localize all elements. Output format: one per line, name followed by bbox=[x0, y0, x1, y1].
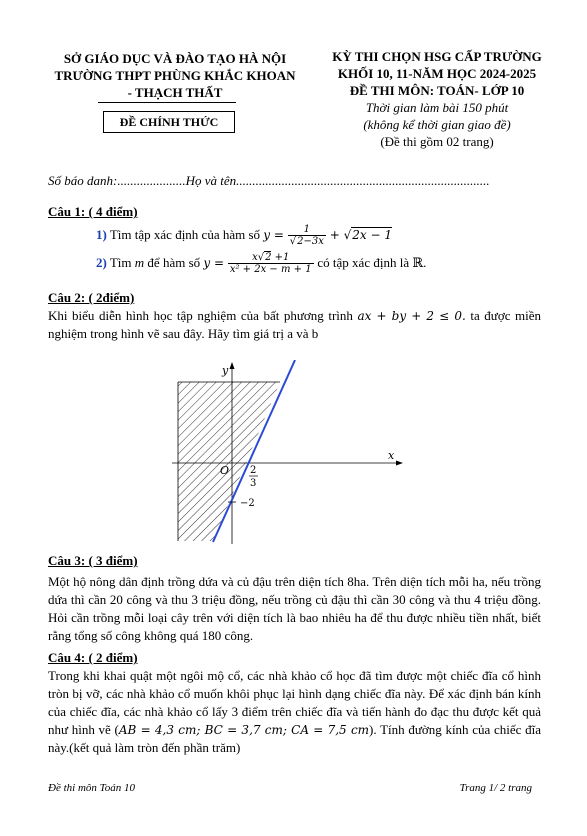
solution-region-graph bbox=[170, 360, 410, 545]
exam-title: KỲ THI CHỌN HSG CẤP TRƯỜNG bbox=[332, 49, 542, 64]
origin-label: O bbox=[220, 464, 230, 477]
y-axis-label: y bbox=[222, 364, 229, 377]
header-right bbox=[310, 48, 564, 150]
question-1-title: Câu 1: ( 4 điểm) bbox=[48, 204, 138, 219]
item-2-post: có tập xác định là ℝ. bbox=[317, 255, 427, 270]
header-divider bbox=[98, 102, 236, 103]
solution-region bbox=[178, 382, 280, 541]
school-name: TRƯỜNG THPT PHÙNG KHẮC KHOAN bbox=[54, 68, 296, 83]
department-name: SỞ GIÁO DỤC VÀ ĐÀO TẠO HÀ NỘI bbox=[63, 51, 287, 66]
header-left bbox=[40, 50, 310, 101]
footer-right: Trang 1/ 2 trang bbox=[459, 782, 532, 794]
question-4-text-b: ). Tính đường kính của chiếc đĩa này.(kết quả làm tròn đến phần trăm) bbox=[48, 722, 541, 755]
question-2-inequality: ax + by + 2 ≤ 0. bbox=[357, 309, 466, 323]
official-exam-box: ĐỀ CHÍNH THỨC bbox=[103, 111, 235, 133]
exam-grade-year: KHỐI 10, 11-NĂM HỌC 2024-2025 bbox=[337, 66, 537, 81]
footer-left: Đề thi môn Toán 10 bbox=[48, 782, 135, 794]
question-2-text-a: Khi biểu diễn hình học tập nghiệm của bất phương trình bbox=[48, 308, 353, 323]
question-3-text: Một hộ nông dân định trồng dứa và củ đậu trên diện tích 8ha. Trên diện tích mỗi ha, nếu trồng dứa thì cần 20 công và thu 3 triệu đồng, nếu trồng củ đậu thì cần 30 công và thu 4 triệu đồng. Hỏi cần trồng mỗi loại cây trên với diện tích là bao nhiêu ha để thu được nhiều tiền nhất, biết rằng tổng số công không quá 180 công. bbox=[48, 574, 541, 643]
exam-duration-note: (không kể thời gian giao đề) bbox=[363, 117, 511, 132]
question-2-title: Câu 2: ( 2điểm) bbox=[48, 290, 135, 305]
item-2-mid: để hàm số bbox=[147, 255, 201, 270]
item-2-var: m bbox=[134, 255, 145, 270]
x-tick-numerator: 2 bbox=[250, 465, 257, 476]
y-axis-arrow bbox=[230, 362, 235, 369]
question-1-item-1 bbox=[96, 224, 392, 247]
y-tick-label: −2 bbox=[240, 498, 255, 509]
x-tick-denominator: 3 bbox=[250, 478, 257, 489]
school-location: - THẠCH THẤT bbox=[127, 85, 223, 100]
exam-page-count: (Đề thi gồm 02 trang) bbox=[380, 134, 494, 149]
item-2-pre: Tìm bbox=[109, 255, 132, 270]
item-2-number: 2) bbox=[96, 255, 107, 270]
function-formula-1: y = $\frac{1}{√2-3x}$ + √2x − 1 bbox=[263, 224, 392, 247]
question-1-item-2 bbox=[96, 252, 426, 275]
function-formula-2: y = $\frac{x√2 +1}{\text{x² + 2x − m + 1}}$ bbox=[203, 252, 312, 275]
question-4-title: Câu 4: ( 2 điểm) bbox=[48, 650, 138, 665]
question-3-title: Câu 3: ( 3 điểm) bbox=[48, 553, 138, 568]
x-axis-label: x bbox=[388, 449, 395, 462]
x-axis-arrow bbox=[396, 461, 403, 466]
exam-duration: Thời gian làm bài 150 phút bbox=[365, 100, 509, 115]
item-1-text: Tìm tập xác định của hàm số bbox=[109, 227, 261, 242]
question-4-text bbox=[48, 667, 541, 757]
question-2-text-b: ta được miền nghiệm trong hình vẽ sau đây. Hãy tìm giá trị a và b bbox=[48, 308, 542, 341]
exam-subject: ĐỀ THI MÔN: TOÁN- LỚP 10 bbox=[349, 83, 525, 98]
question-2-text bbox=[48, 307, 541, 343]
candidate-info-line: Số báo danh:.....................Họ và tên.............................................................................. bbox=[48, 173, 490, 188]
question-4-measures: AB = 4,3 cm; BC = 3,7 cm; CA = 7,5 cm bbox=[118, 723, 370, 737]
item-1-number: 1) bbox=[96, 227, 107, 242]
question-4-text-a: Trong khi khai quật một ngôi mộ cổ, các nhà khảo cổ học đã tìm được một chiếc đĩa cổ hình tròn bị vỡ, các nhà khảo cổ muốn khôi phục lại hình dạng chiếc đĩa này. Để xác định bán kính của chiếc đĩa, các nhà khảo cổ lấy 3 điểm trên chiếc đĩa và tiến hành đo đạc thu được kết quả như hình vẽ ( bbox=[48, 668, 541, 737]
